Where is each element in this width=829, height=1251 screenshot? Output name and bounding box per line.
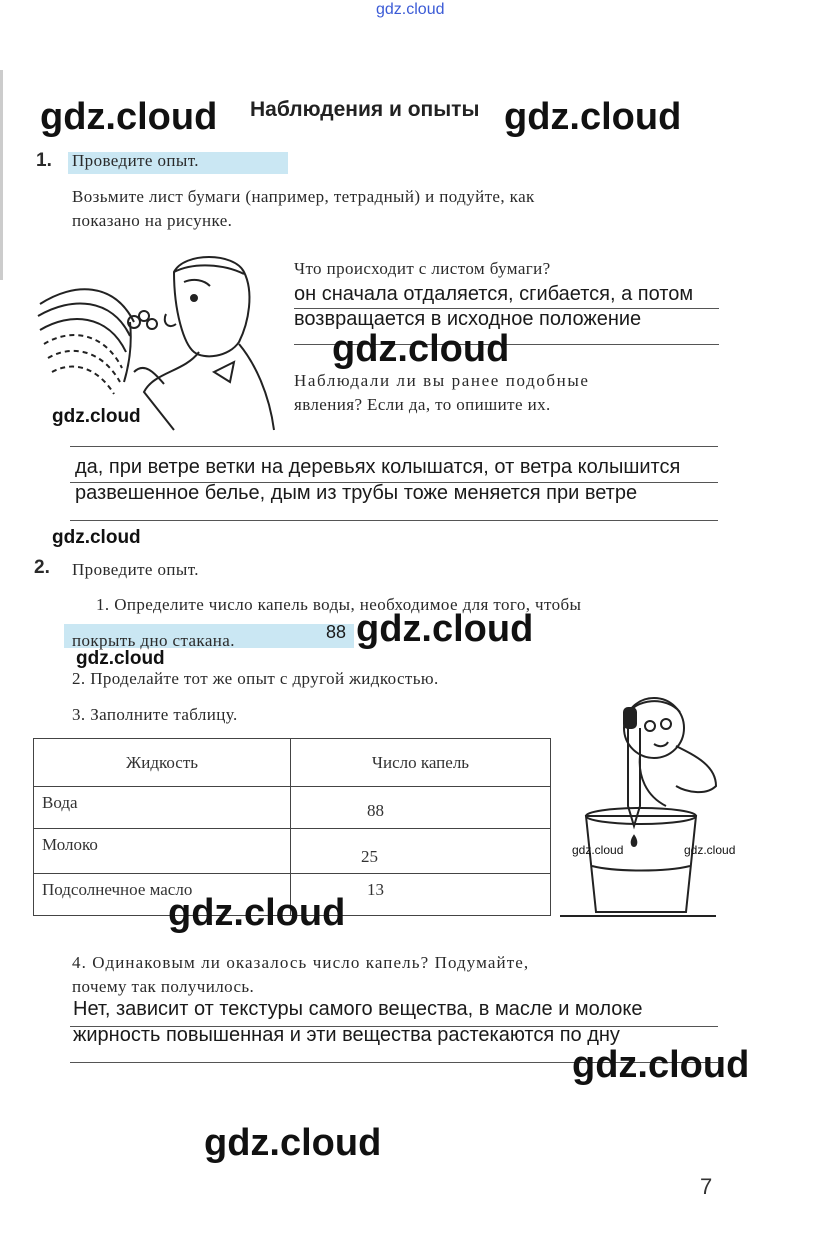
task2-number: 2.: [34, 557, 50, 578]
task1-answer1-line1: он сначала отдаляется, сгибается, а потом: [294, 283, 694, 305]
task1-question2-line2: явления? Если да, то опишите их.: [294, 395, 551, 414]
answer-rule: [70, 520, 718, 521]
boy-blowing-paper-illustration: [34, 252, 284, 432]
task2-step2: 2. Проделайте тот же опыт с другой жидкостью.: [72, 669, 439, 688]
task1-text-line2: показано на рисунке.: [72, 211, 233, 230]
watermark: gdz.cloud: [572, 843, 624, 857]
task2-step4-line1: 4. Одинаковым ли оказалось число капель? Подумайте,: [72, 953, 530, 972]
watermark: gdz.cloud: [572, 1044, 750, 1086]
task2-step3: 3. Заполните таблицу.: [72, 705, 238, 724]
watermark: gdz.cloud: [168, 892, 346, 934]
task1-text-line1: Возьмите лист бумаги (например, тетрадный) и подуйте, как: [72, 187, 535, 206]
table-cell-liquid: Вода: [34, 787, 291, 829]
watermark: gdz.cloud: [332, 328, 510, 370]
task2-answer4-line1: Нет, зависит от текстуры самого вещества, в масле и молоке: [73, 998, 643, 1020]
watermark: gdz.cloud: [76, 648, 165, 669]
task2-answer4-line2: жирность повышенная и эти вещества растекаются по дну: [73, 1024, 620, 1046]
watermark: gdz.cloud: [40, 96, 218, 138]
task2-step4-line2: почему так получилось.: [72, 977, 255, 996]
task1-question1: Что происходит с листом бумаги?: [294, 259, 551, 278]
task2-heading: Проведите опыт.: [72, 560, 199, 579]
watermark: gdz.cloud: [204, 1122, 382, 1164]
table-header-drops: Число капель: [291, 739, 551, 787]
table-cell-liquid: Подсолнечное масло: [34, 874, 291, 916]
top-watermark: gdz.cloud: [376, 1, 445, 18]
task1-number: 1.: [36, 150, 52, 171]
table-cell-drops: 25: [291, 829, 551, 874]
drops-table: [33, 738, 551, 916]
task2-step1-line2: покрыть дно стакана.: [72, 631, 235, 650]
table-cell-liquid: Молоко: [34, 829, 291, 874]
task2-step1-answer: 88: [326, 622, 347, 642]
watermark: gdz.cloud: [52, 527, 141, 548]
watermark: gdz.cloud: [504, 96, 682, 138]
watermark: gdz.cloud: [52, 406, 141, 427]
girl-with-dropper-illustration: [556, 686, 726, 918]
task1-question2-line1: Наблюдали ли вы ранее подобные: [294, 371, 590, 390]
task1-heading: Проведите опыт.: [72, 151, 199, 170]
task1-answer2-line2: развешенное белье, дым из трубы тоже меняется при ветре: [75, 482, 638, 504]
answer-rule: [70, 446, 718, 447]
task1-answer1-line2: возвращается в исходное положение: [294, 308, 642, 330]
table-cell-drops: 88: [291, 787, 551, 829]
watermark: gdz.cloud: [684, 843, 736, 857]
task2-step1-line1: 1. Определите число капель воды, необходимое для того, чтобы: [96, 595, 582, 614]
page-title: Наблюдения и опыты: [250, 98, 480, 121]
table-cell-drops: 13: [291, 874, 551, 916]
scan-edge: [0, 70, 3, 280]
table-header-liquid: Жидкость: [34, 739, 291, 787]
page-number: 7: [700, 1174, 713, 1199]
task1-answer2-line1: да, при ветре ветки на деревьях колышатся, от ветра колышится: [75, 456, 681, 478]
watermark: gdz.cloud: [356, 608, 534, 650]
